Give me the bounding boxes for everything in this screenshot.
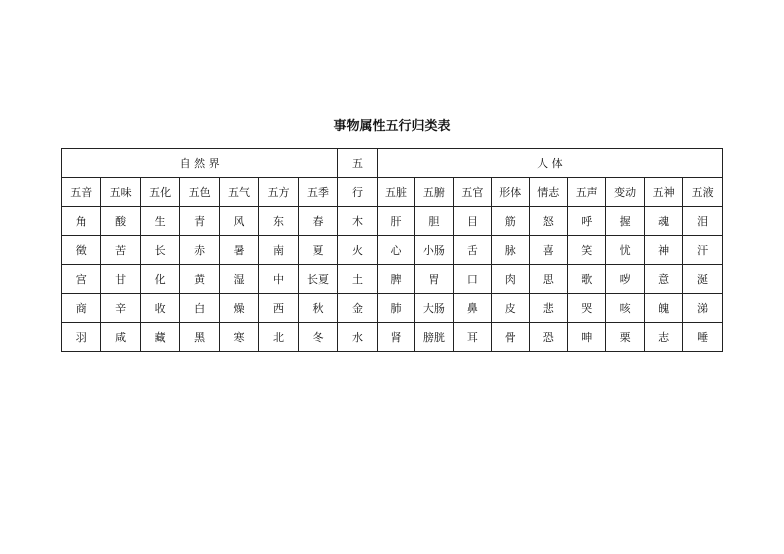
table-cell: 魄 [644,294,682,323]
table-cell: 寒 [219,323,258,352]
header-cell-xing: 行 [338,178,377,207]
table-cell: 骨 [492,323,529,352]
table-cell: 角 [62,207,101,236]
table-cell: 春 [298,207,338,236]
table-cell: 呼 [567,207,605,236]
header-cell: 五声 [567,178,605,207]
table-cell: 白 [180,294,219,323]
table-cell: 大肠 [415,294,453,323]
table-row [62,323,723,352]
table-cell: 口 [453,265,491,294]
header-cell: 五官 [453,178,491,207]
table-cell: 苦 [101,236,140,265]
table-cell: 志 [644,323,682,352]
table-cell: 黄 [180,265,219,294]
table-cell: 徵 [62,236,101,265]
table-cell: 酸 [101,207,140,236]
table-cell: 暑 [219,236,258,265]
table-cell: 秋 [298,294,338,323]
group-header-row [62,149,723,178]
table-cell: 怒 [529,207,567,236]
element-cell: 水 [338,323,377,352]
table-cell: 哭 [567,294,605,323]
table-cell: 甘 [101,265,140,294]
header-cell: 五季 [298,178,338,207]
header-cell: 五液 [683,178,723,207]
table-cell: 汗 [683,236,723,265]
table-cell: 肾 [377,323,414,352]
header-cell: 五色 [180,178,219,207]
header-cell: 变动 [606,178,644,207]
table-cell: 泪 [683,207,723,236]
table-cell: 鼻 [453,294,491,323]
table-cell: 收 [140,294,179,323]
table-cell: 呻 [567,323,605,352]
table-cell: 青 [180,207,219,236]
table-cell: 喜 [529,236,567,265]
table-cell: 小肠 [415,236,453,265]
table-cell: 恐 [529,323,567,352]
table-cell: 冬 [298,323,338,352]
table-cell: 涕 [683,294,723,323]
table-cell: 生 [140,207,179,236]
table-row [62,236,723,265]
table-row [62,265,723,294]
table-cell: 忧 [606,236,644,265]
element-cell: 木 [338,207,377,236]
table-cell: 神 [644,236,682,265]
group-nature: 自 然 界 [62,149,338,178]
header-cell: 五音 [62,178,101,207]
table-cell: 思 [529,265,567,294]
table-cell: 握 [606,207,644,236]
table-cell: 唾 [683,323,723,352]
table-cell: 意 [644,265,682,294]
table-cell: 藏 [140,323,179,352]
group-five: 五 [338,149,377,178]
table-cell: 化 [140,265,179,294]
document-title: 事物属性五行归类表 [333,119,451,134]
table-cell: 胃 [415,265,453,294]
table-cell: 羽 [62,323,101,352]
table-cell: 膀胱 [415,323,453,352]
table-row [62,207,723,236]
table-cell: 宫 [62,265,101,294]
table-cell: 心 [377,236,414,265]
table-cell: 黑 [180,323,219,352]
table-cell: 长夏 [298,265,338,294]
table-cell: 涎 [683,265,723,294]
table-cell: 歌 [567,265,605,294]
table-cell: 耳 [453,323,491,352]
header-cell: 五气 [219,178,258,207]
five-elements-table [61,148,723,352]
table-cell: 脉 [492,236,529,265]
table-cell: 筋 [492,207,529,236]
element-cell: 金 [338,294,377,323]
column-header-row [62,178,723,207]
table-cell: 燥 [219,294,258,323]
table-cell: 商 [62,294,101,323]
table-cell: 夏 [298,236,338,265]
table-cell: 长 [140,236,179,265]
header-cell: 五腑 [415,178,453,207]
table-cell: 咸 [101,323,140,352]
table-cell: 肝 [377,207,414,236]
table-cell: 脾 [377,265,414,294]
header-cell: 五方 [259,178,298,207]
table-cell: 中 [259,265,298,294]
element-cell: 火 [338,236,377,265]
table-cell: 舌 [453,236,491,265]
table-cell: 北 [259,323,298,352]
table-cell: 栗 [606,323,644,352]
table-cell: 皮 [492,294,529,323]
table-cell: 西 [259,294,298,323]
table-cell: 东 [259,207,298,236]
header-cell: 五化 [140,178,179,207]
header-cell: 形体 [492,178,529,207]
table-cell: 哕 [606,265,644,294]
header-cell: 五神 [644,178,682,207]
table-row [62,294,723,323]
table-cell: 胆 [415,207,453,236]
table-cell: 咳 [606,294,644,323]
table-cell: 肉 [492,265,529,294]
group-body: 人 体 [377,149,722,178]
table-cell: 风 [219,207,258,236]
table-cell: 笑 [567,236,605,265]
table-cell: 南 [259,236,298,265]
header-cell: 五脏 [377,178,414,207]
table-cell: 肺 [377,294,414,323]
table-cell: 赤 [180,236,219,265]
element-cell: 土 [338,265,377,294]
table-cell: 魂 [644,207,682,236]
header-cell: 情志 [529,178,567,207]
table-cell: 辛 [101,294,140,323]
table-cell: 目 [453,207,491,236]
table-cell: 湿 [219,265,258,294]
table-cell: 悲 [529,294,567,323]
header-cell: 五味 [101,178,140,207]
